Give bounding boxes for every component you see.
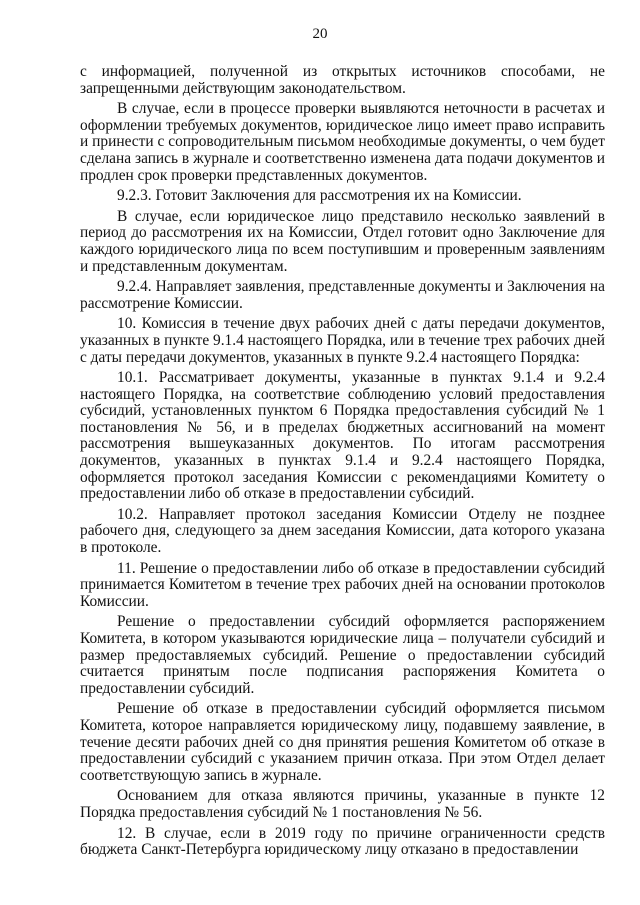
paragraph-12: 12. В случае, если в 2019 году по причине ограниченности средств бюджета Санкт-Петербурга юридическому лицу отказано в предоставлении <box>80 824 605 859</box>
paragraph-10-1: 10.1. Рассматривает документы, указанные в пунктах 9.1.4 и 9.2.4 настоящего Порядка, на соответствие соблюдению условий предоставления субсидий, установленных пунктом 6 Порядка предоставления субсидий № 1 постановления № 56, и в пределах бюджетных ассигнований на момент рассмотрения вышеуказанных документов. По итогам рассмотрения документов, указанных в пунктах 9.1.4 и 9.2.4 настоящего Порядка, оформляется протокол заседания Комиссии с рекомендациями Комитету о предоставлении либо об отказе в предоставлении субсидий. <box>80 369 605 503</box>
paragraph-grant-decision: Решение о предоставлении субсидий оформляется распоряжением Комитета, в котором указываются юридические лица – получатели субсидий и размер предоставляемых субсидий. Решение о предоставлении субсидий считается принятым после подписания распоряжения Комитета о предоставлении субсидий. <box>80 613 605 697</box>
paragraph-10-2: 10.2. Направляет протокол заседания Комиссии Отделу не позднее рабочего дня, следующего за днем заседания Комиссии, дата которого указана в протоколе. <box>80 505 605 557</box>
paragraph-9-2-3: 9.2.3. Готовит Заключения для рассмотрения их на Комиссии. <box>117 187 522 205</box>
paragraph-refusal-grounds: Основанием для отказа являются причины, указанные в пункте 12 Порядка предоставления субсидий № 1 постановления № 56. <box>80 787 605 821</box>
document-body <box>80 64 605 863</box>
paragraph-verification-errors: В случае, если в процессе проверки выявляются неточности в расчетах и оформлении требуемых документов, юридическое лицо имеет право исправить и принести с сопроводительным письмом необходимые документы, о чем будет сделана запись в журнале и соответственно изменена дата подачи документов и продлен срок проверки представленных документов. <box>80 100 605 184</box>
paragraph-continuation: с информацией, полученной из открытых источников способами, не запрещенными действующим законодательством. <box>80 63 605 97</box>
paragraph-10: 10. Комиссия в течение двух рабочих дней с даты передачи документов, указанных в пункте 9.1.4 настоящего Порядка, или в течение трех рабочих дней с даты передачи документов, указанных в пункте 9.2.4 настоящего Порядка: <box>80 315 605 366</box>
page-number: 20 <box>312 26 328 42</box>
paragraph-9-2-4: 9.2.4. Направляет заявления, представленные документы и Заключения на рассмотрение Комиссии. <box>80 278 605 312</box>
paragraph-refusal-decision: Решение об отказе в предоставлении субсидий оформляется письмом Комитета, которое направляется юридическому лицу, подавшему заявление, в течение десяти рабочих дней со дня принятия решения Комитетом об отказе в предоставлении субсидий с указанием причин отказа. При этом Отдел делает соответствующую запись в журнале. <box>80 700 605 784</box>
paragraph-multiple-applications: В случае, если юридическое лицо представило несколько заявлений в период до рассмотрения их на Комиссии, Отдел готовит одно Заключение для каждого юридического лица по всем поступившим и проверенным заявлениям и представленным документам. <box>80 207 605 275</box>
paragraph-11: 11. Решение о предоставлении либо об отказе в предоставлении субсидий принимается Комитетом в течение трех рабочих дней на основании протоколов Комиссии. <box>80 559 605 610</box>
